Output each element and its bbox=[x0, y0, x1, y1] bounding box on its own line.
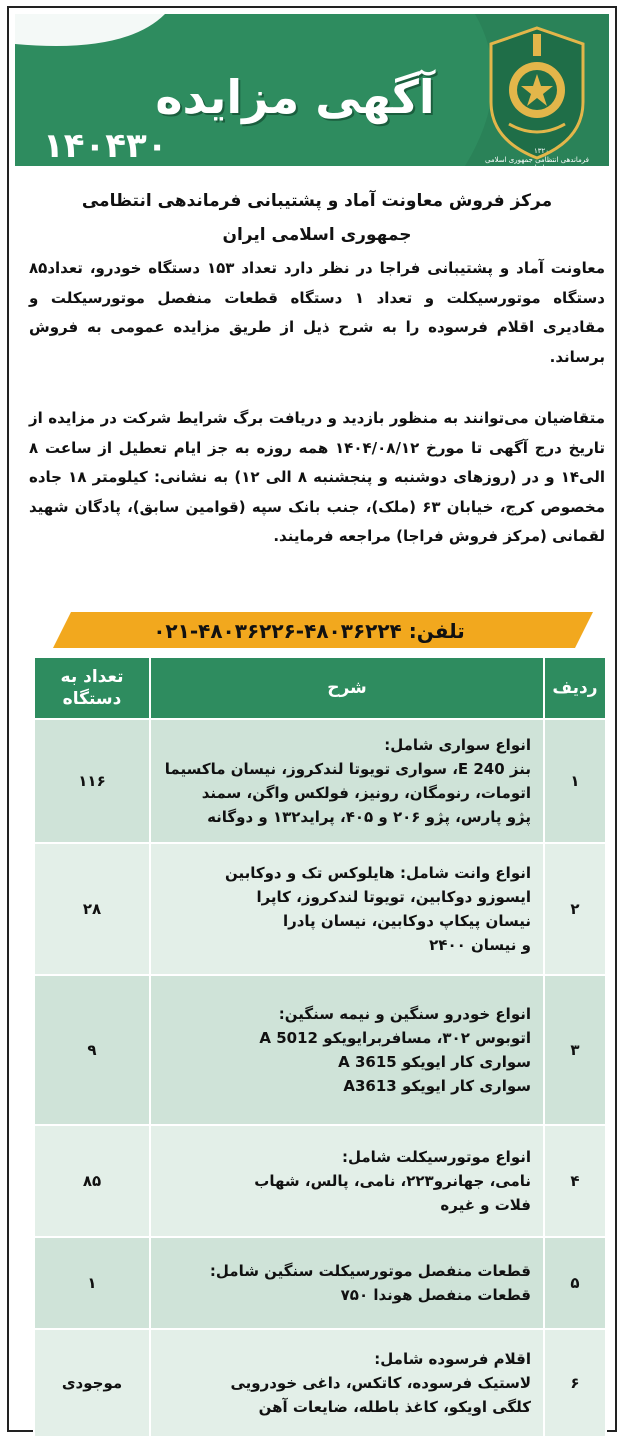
row-description bbox=[150, 719, 544, 843]
emblem-year: ۱۳۲۰ bbox=[533, 147, 549, 155]
row-quantity: ۱۱۶ bbox=[34, 719, 150, 843]
description-line: لاستیک فرسوده، کاتکس، داغی خودرویی bbox=[230, 1374, 531, 1392]
row-quantity: ۲۸ bbox=[34, 843, 150, 975]
row-description bbox=[150, 1329, 544, 1437]
row-quantity: موجودی bbox=[34, 1329, 150, 1437]
description-line: اقلام فرسوده شامل: bbox=[374, 1350, 531, 1368]
row-description bbox=[150, 1237, 544, 1329]
row-index: ۵ bbox=[544, 1237, 606, 1329]
advertisement-frame bbox=[7, 6, 617, 1432]
phone-number: تلفن: ۴۸۰۳۶۲۲۴-۴۸۰۳۶۲۲۶-۰۲۱ bbox=[153, 619, 465, 643]
description-line: سواری کار ایویکو A 3615 bbox=[338, 1053, 531, 1071]
description-line: اتوبوس ۳۰۲، مسافربرایویکو A 5012 bbox=[259, 1029, 531, 1047]
emblem-caption: فرماندهی انتظامی جمهوری اسلامی ایران bbox=[484, 156, 590, 172]
table-row bbox=[34, 719, 606, 843]
row-quantity: ۱ bbox=[34, 1237, 150, 1329]
description-line: قطعات منفصل موتورسیکلت سنگین شامل: bbox=[209, 1262, 531, 1280]
row-index: ۱ bbox=[544, 719, 606, 843]
table-body bbox=[34, 719, 606, 1437]
description-line: انواع سواری شامل: bbox=[384, 736, 531, 754]
table-header-row bbox=[34, 657, 606, 719]
header-description: شرح bbox=[150, 657, 544, 719]
description-line: انواع خودرو سنگین و نیمه سنگین: bbox=[278, 1005, 531, 1023]
row-index: ۴ bbox=[544, 1125, 606, 1237]
table-row bbox=[34, 1237, 606, 1329]
table-row bbox=[34, 1125, 606, 1237]
description-line: انواع وانت شامل: هایلوکس تک و دوکابین bbox=[225, 864, 531, 882]
organization-title bbox=[29, 184, 605, 252]
description-line: فلات و غیره bbox=[440, 1196, 531, 1214]
header-banner bbox=[15, 14, 609, 172]
description-line: قطعات منفصل هوندا ۷۵۰ bbox=[340, 1286, 531, 1304]
description-line: اتومات، رنومگان، رونیز، فولکس واگن، سمند bbox=[201, 784, 531, 802]
org-line-2: جمهوری اسلامی ایران bbox=[222, 225, 412, 245]
instructions-paragraph: متقاضیان می‌توانند به منظور بازدید و دریافت برگ شرایط شرکت در مزایده از تاریخ درج آگهی تا مورخ ۱۴۰۴/۰۸/۱۲ همه روزه به جز ایام تعطیل از ساعت ۸ الی۱۴ و در (روزهای دوشنبه و پنجشنبه ۸ الی ۱۲) به نشانی: کیلومتر ۱۸ جاده مخصوص کرج، خیابان ۶۳ (ملک)، جنب بانک سپه (قوامین سابق)، پادگان شهید لقمانی (مرکز فروش فراجا) مراجعه فرمایند. bbox=[29, 409, 605, 545]
description-line: بنز E 240، سواری تویوتا لندکروز، نیسان ماکسیما bbox=[164, 760, 531, 778]
row-description bbox=[150, 975, 544, 1125]
description-line: نامی، جهانرو۲۲۳، نامی، پالس، شهاب bbox=[254, 1172, 531, 1190]
police-emblem-icon bbox=[479, 24, 595, 162]
description-line: سواری کار ایویکو A3613 bbox=[343, 1077, 531, 1095]
table-row bbox=[34, 843, 606, 975]
row-description bbox=[150, 843, 544, 975]
ad-code: ۱۴۰۴۳۰ bbox=[43, 126, 168, 166]
description-line: پژو پارس، پژو ۲۰۶ و ۴۰۵، پراید۱۳۲ و دوگانه bbox=[207, 808, 531, 826]
header-quantity: تعداد به دستگاه bbox=[34, 657, 150, 719]
org-line-1: مرکز فروش معاونت آماد و پشتیبانی فرماندهی انتظامی bbox=[81, 191, 553, 211]
description-line: انواع موتورسیکلت شامل: bbox=[341, 1148, 531, 1166]
page-title: آگهی مزایده bbox=[155, 70, 435, 124]
items-table bbox=[33, 656, 607, 1438]
row-index: ۶ bbox=[544, 1329, 606, 1437]
table-row bbox=[34, 975, 606, 1125]
row-quantity: ۹ bbox=[34, 975, 150, 1125]
header-index: ردیف bbox=[544, 657, 606, 719]
intro-paragraph: معاونت آماد و پشتیبانی فراجا در نظر دارد تعداد ۱۵۳ دستگاه خودرو، تعداد۸۵ دستگاه موتورسیکلت و تعداد ۱ دستگاه قطعات منفصل موتورسیکلت و مقادیری اقلام فرسوده را به شرح ذیل از طریق مزایده عمومی به فروش برساند. bbox=[29, 259, 605, 366]
description-line: کلگی اویکو، کاغذ باطله، ضایعات آهن bbox=[258, 1398, 531, 1416]
table-row bbox=[34, 1329, 606, 1437]
description-line: ایسوزو دوکابین، تویوتا لندکروز، کاپرا bbox=[256, 888, 531, 906]
description-line: و نیسان ۲۴۰۰ bbox=[429, 936, 531, 954]
row-index: ۳ bbox=[544, 975, 606, 1125]
description-line: نیسان پیکاپ دوکابین، نیسان پادرا bbox=[282, 912, 531, 930]
row-index: ۲ bbox=[544, 843, 606, 975]
row-description bbox=[150, 1125, 544, 1237]
row-quantity: ۸۵ bbox=[34, 1125, 150, 1237]
